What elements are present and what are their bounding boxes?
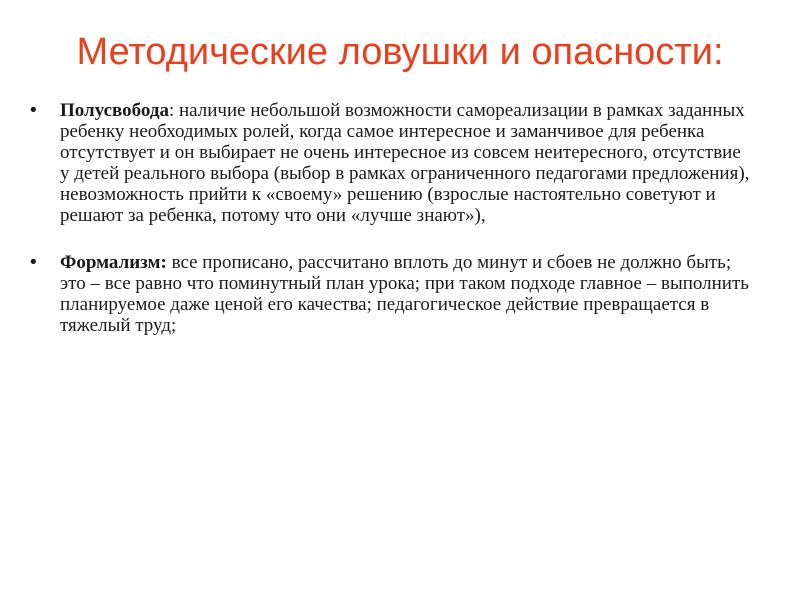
bullet-item-formalizm xyxy=(30,252,750,336)
bullet-list xyxy=(30,100,750,336)
bullet-term: Полусвобода xyxy=(60,100,169,121)
bullet-term: Формализм: xyxy=(60,252,167,273)
bullet-item-polusvoboda xyxy=(30,100,750,226)
bullet-marker: • xyxy=(30,252,37,273)
bullet-text: все прописано, рассчитано вплоть до минут и сбоев не должно быть; это – все равно что поминутный план урока; при таком подходе главное – выполнить планируемое даже ценой его качества; педагогическое действие превращается в тяжелый труд; xyxy=(60,252,749,336)
bullet-marker: • xyxy=(30,100,37,121)
bullet-text: : наличие небольшой возможности самореализации в рамках заданных ребенку необходимых ролей, когда самое интересное и заманчивое для ребенка отсутствует и он выбирает не очень интересное из совсем неитересного, отсутствие у детей реального выбора (выбор в рамках ограниченного педагогами предложения), невозможность прийти к «своему» решению (взрослые настоятельно советуют и решают за ребенка, потому что они «лучше знают»), xyxy=(60,100,750,226)
slide-title: Методические ловушки и опасности: xyxy=(76,31,724,73)
